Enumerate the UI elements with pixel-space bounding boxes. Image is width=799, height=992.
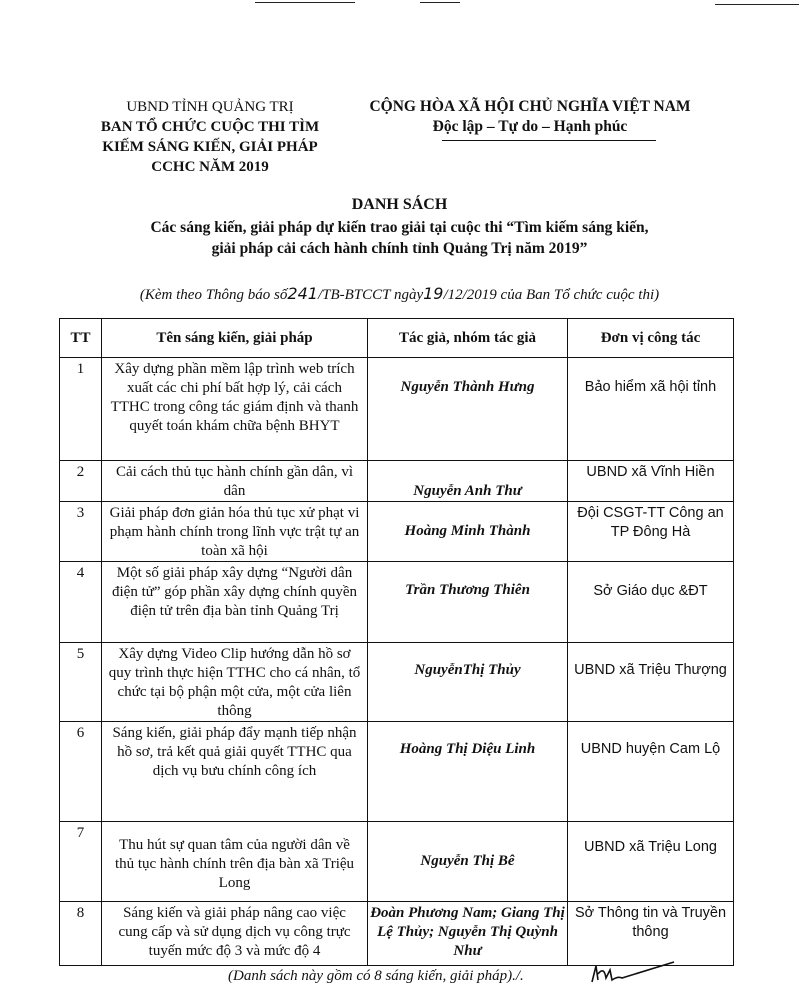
work-unit: UBND xã Vĩnh Hiền xyxy=(568,461,734,502)
document-title: DANH SÁCH xyxy=(351,196,448,213)
header-name: Tên sáng kiến, giải pháp xyxy=(102,319,368,358)
national-motto xyxy=(340,97,720,137)
motto: Độc lập – Tự do – Hạnh phúc xyxy=(432,118,628,135)
work-unit: UBND xã Triệu Long xyxy=(568,822,734,902)
work-unit: Sở Giáo dục &ĐT xyxy=(568,562,734,643)
work-unit: Sở Thông tin và Truyền thông xyxy=(568,902,734,966)
author-name: Hoàng Minh Thành xyxy=(368,502,568,562)
authority-line-3: KIẾM SÁNG KIẾN, GIẢI PHÁP xyxy=(102,139,318,155)
list-summary: (Danh sách này gồm có 8 sáng kiến, giải pháp)./. xyxy=(228,968,524,984)
author-name: Hoàng Thị Diệu Linh xyxy=(368,722,568,822)
table-row xyxy=(60,358,734,461)
scan-edge-line xyxy=(255,2,355,3)
initiative-name: Thu hút sự quan tâm của người dân về thủ tục hành chính trên địa bàn xã Triệu Long xyxy=(102,822,368,902)
table-row xyxy=(60,502,734,562)
row-number: 6 xyxy=(60,722,102,822)
row-number: 8 xyxy=(60,902,102,966)
signature-mark xyxy=(588,960,678,988)
author-name: Trần Thương Thiên xyxy=(368,562,568,643)
note-middle: /TB-BTCCT ngày xyxy=(317,287,424,303)
initiatives-table xyxy=(59,318,734,966)
row-number: 7 xyxy=(60,822,102,902)
initiative-name: Giải pháp đơn giản hóa thủ tục xử phạt vi phạm hành chính trong lĩnh vực trật tự an toàn xã hội xyxy=(102,502,368,562)
initiative-name: Cải cách thủ tục hành chính gần dân, vì dân xyxy=(102,461,368,502)
initiative-name: Sáng kiến và giải pháp nâng cao việc cung cấp và sử dụng dịch vụ công trực tuyến mức độ 3 và mức độ 4 xyxy=(102,902,368,966)
author-name: Nguyễn Thành Hưng xyxy=(368,358,568,461)
motto-underline xyxy=(442,140,656,141)
table-row xyxy=(60,722,734,822)
handwritten-day: 19 xyxy=(423,284,444,303)
initiative-name: Một số giải pháp xây dựng “Người dân điện tử” góp phần xây dựng chính quyền điện tử trên địa bàn tỉnh Quảng Trị xyxy=(102,562,368,643)
header-unit: Đơn vị công tác xyxy=(568,319,734,358)
table-row xyxy=(60,461,734,502)
author-name: Nguyễn Thị Bê xyxy=(368,822,568,902)
table-row xyxy=(60,643,734,722)
header-tt: TT xyxy=(60,319,102,358)
initiative-name: Xây dựng Video Clip hướng dẫn hồ sơ quy trình thực hiện TTHC cho cá nhân, tổ chức tại bộ phận một cửa, một cửa liên thông xyxy=(102,643,368,722)
handwritten-number: 241 xyxy=(287,284,318,303)
table-row xyxy=(60,562,734,643)
row-number: 2 xyxy=(60,461,102,502)
author-name: Nguyễn Anh Thư xyxy=(368,461,568,502)
scan-edge-line xyxy=(420,2,460,3)
table-header-row xyxy=(60,319,734,358)
scan-edge-line xyxy=(715,4,799,5)
document-subtitle-1: Các sáng kiến, giải pháp dự kiến trao giải tại cuộc thi “Tìm kiếm sáng kiến, xyxy=(150,219,649,236)
work-unit: UBND huyện Cam Lộ xyxy=(568,722,734,822)
header-author: Tác giả, nhóm tác giả xyxy=(368,319,568,358)
authority-line-4: CCHC NĂM 2019 xyxy=(151,159,269,175)
row-number: 5 xyxy=(60,643,102,722)
note-suffix: /12/2019 của Ban Tổ chức cuộc thi) xyxy=(443,287,660,303)
note-prefix: (Kèm theo Thông báo số xyxy=(139,287,288,303)
issuing-authority xyxy=(60,97,360,177)
authority-line-2: BAN TỔ CHỨC CUỘC THI TÌM xyxy=(100,119,320,135)
initiative-name: Sáng kiến, giải pháp đẩy mạnh tiếp nhận hồ sơ, trả kết quả giải quyết TTHC qua dịch vụ bưu chính công ích xyxy=(102,722,368,822)
work-unit: Bảo hiểm xã hội tỉnh xyxy=(568,358,734,461)
initiative-name: Xây dựng phần mềm lập trình web trích xuất các chi phí bất hợp lý, cải cách TTHC trong công tác giám định và thanh quyết toán khám chữa bệnh BHYT xyxy=(102,358,368,461)
attachment-note xyxy=(0,284,799,304)
author-name: Đoàn Phương Nam; Giang Thị Lệ Thủy; Nguyễn Thị Quỳnh Như xyxy=(368,902,568,966)
row-number: 1 xyxy=(60,358,102,461)
table-row xyxy=(60,822,734,902)
row-number: 4 xyxy=(60,562,102,643)
work-unit: Đội CSGT-TT Công an TP Đông Hà xyxy=(568,502,734,562)
authority-line-1: UBND TỈNH QUẢNG TRỊ xyxy=(126,99,294,115)
work-unit: UBND xã Triệu Thượng xyxy=(568,643,734,722)
country-name: CỘNG HÒA XÃ HỘI CHỦ NGHĨA VIỆT NAM xyxy=(369,98,691,115)
author-name: NguyễnThị Thủy xyxy=(368,643,568,722)
table-row xyxy=(60,902,734,966)
document-subtitle-2: giải pháp cải cách hành chính tỉnh Quảng Trị năm 2019” xyxy=(211,240,588,257)
row-number: 3 xyxy=(60,502,102,562)
